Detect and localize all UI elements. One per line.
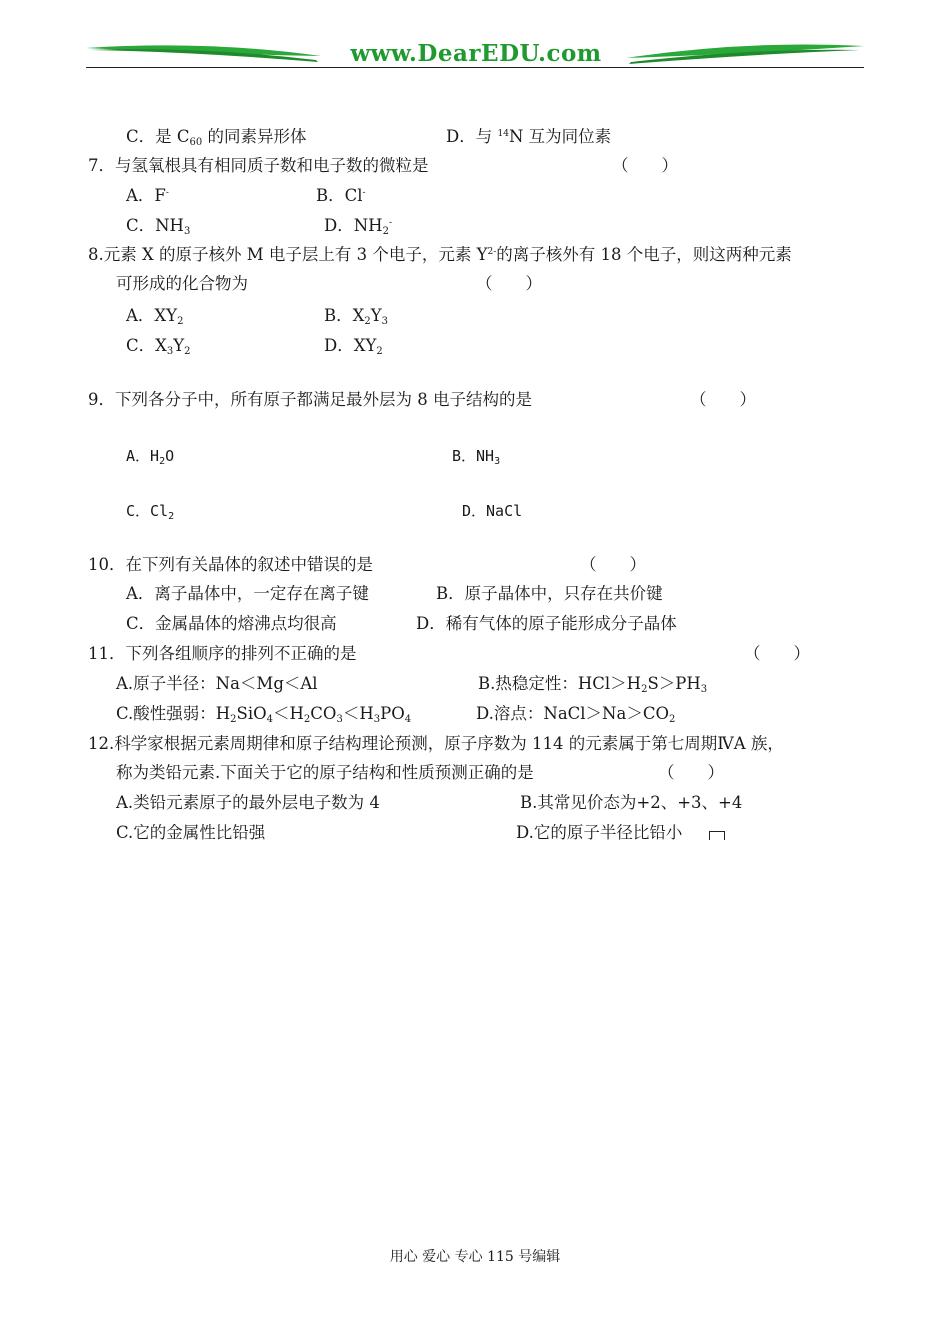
q9-option-a: A．$H_2O$	[126, 447, 175, 467]
site-logo[interactable]: www.DearEDU.com	[350, 40, 602, 67]
q12-stem-line2: 称为类铅元素.下面关于它的原子结构和性质预测正确的是	[116, 763, 534, 782]
q11-option-b: B.热稳定性：$HCl>H_2S>PH_3$	[478, 674, 708, 695]
q9-option-c: C．$Cl_2$	[126, 502, 175, 522]
q9-option-d: D．NaCl	[462, 502, 523, 520]
q9-option-b: B．$NH_3$	[452, 447, 501, 467]
q12-option-c: C.它的金属性比铅强	[116, 823, 266, 842]
q10-stem: 10．在下列有关晶体的叙述中错误的是	[88, 555, 373, 574]
q7-option-d: D．$NH_2^-$	[324, 216, 392, 237]
q8-option-d: D．$XY_2$	[324, 336, 383, 357]
q7-option-c: C．$NH_3$	[126, 216, 191, 237]
q8-answer-bracket: （ ）	[476, 274, 542, 293]
q8-option-b: B．$X_2Y_3$	[324, 306, 389, 327]
q9-answer-bracket: （ ）	[690, 390, 756, 409]
q12-option-a: A.类铅元素原子的最外层电子数为 4	[116, 793, 380, 812]
q7-option-b: B．Cl-	[316, 186, 366, 205]
q10-option-a: A．离子晶体中，一定存在离子键	[126, 584, 369, 603]
q11-option-a: A.原子半径：Na＜Mg＜Al	[116, 674, 318, 693]
q8-option-a: A．$XY_2$	[126, 306, 184, 327]
q8-option-c: C．$X_3Y_2$	[126, 336, 191, 357]
q11-stem: 11．下列各组顺序的排列不正确的是	[88, 644, 357, 663]
q11-answer-bracket: （ ）	[744, 644, 810, 663]
q12-option-d: D.它的原子半径比铅小	[516, 823, 683, 842]
q7-answer-bracket: （ ）	[612, 156, 678, 175]
q11-option-c: C.酸性强弱：$H_2SiO_4<H_2CO_3<H_3PO_4$	[116, 704, 412, 725]
q8-stem-line1: 8.元素 X 的原子核外 M 电子层上有 3 个电子，元素 $Y^{2-}$的离子核外有 18 个电子，则这两种元素	[88, 245, 792, 264]
q8-stem-line2: 可形成的化合物为	[116, 274, 248, 293]
q10-option-c: C．金属晶体的熔沸点均很高	[126, 614, 337, 633]
q10-answer-bracket: （ ）	[580, 555, 646, 574]
q11-option-d: D.溶点：$NaCl>Na>CO_2$	[476, 704, 676, 725]
page-footer: 用心 爱心 专心 115 号编辑	[389, 1249, 561, 1265]
q12-option-b: B.其常见价态为+2、+3、+4	[520, 793, 743, 812]
q12-answer-bracket: （ ）	[658, 763, 724, 782]
header-divider	[86, 67, 864, 68]
q9-stem: 9．下列各分子中，所有原子都满足最外层为 8 电子结构的是	[88, 390, 532, 409]
text-cursor-mark	[709, 831, 725, 840]
q7-stem: 7．与氢氧根具有相同质子数和电子数的微粒是	[88, 156, 429, 175]
q10-option-d: D．稀有气体的原子能形成分子晶体	[416, 614, 677, 633]
q10-option-b: B．原子晶体中，只存在共价键	[436, 584, 663, 603]
q6-option-d: D．与 $^{14}$N 互为同位素	[446, 127, 612, 146]
q7-option-a: A．F-	[126, 186, 169, 205]
q12-stem-line1: 12.科学家根据元素周期律和原子结构理论预测，原子序数为 114 的元素属于第七周期ⅣA 族，	[88, 734, 784, 753]
q6-option-c: C．是 $C_{60}$ 的同素异形体	[126, 127, 307, 148]
